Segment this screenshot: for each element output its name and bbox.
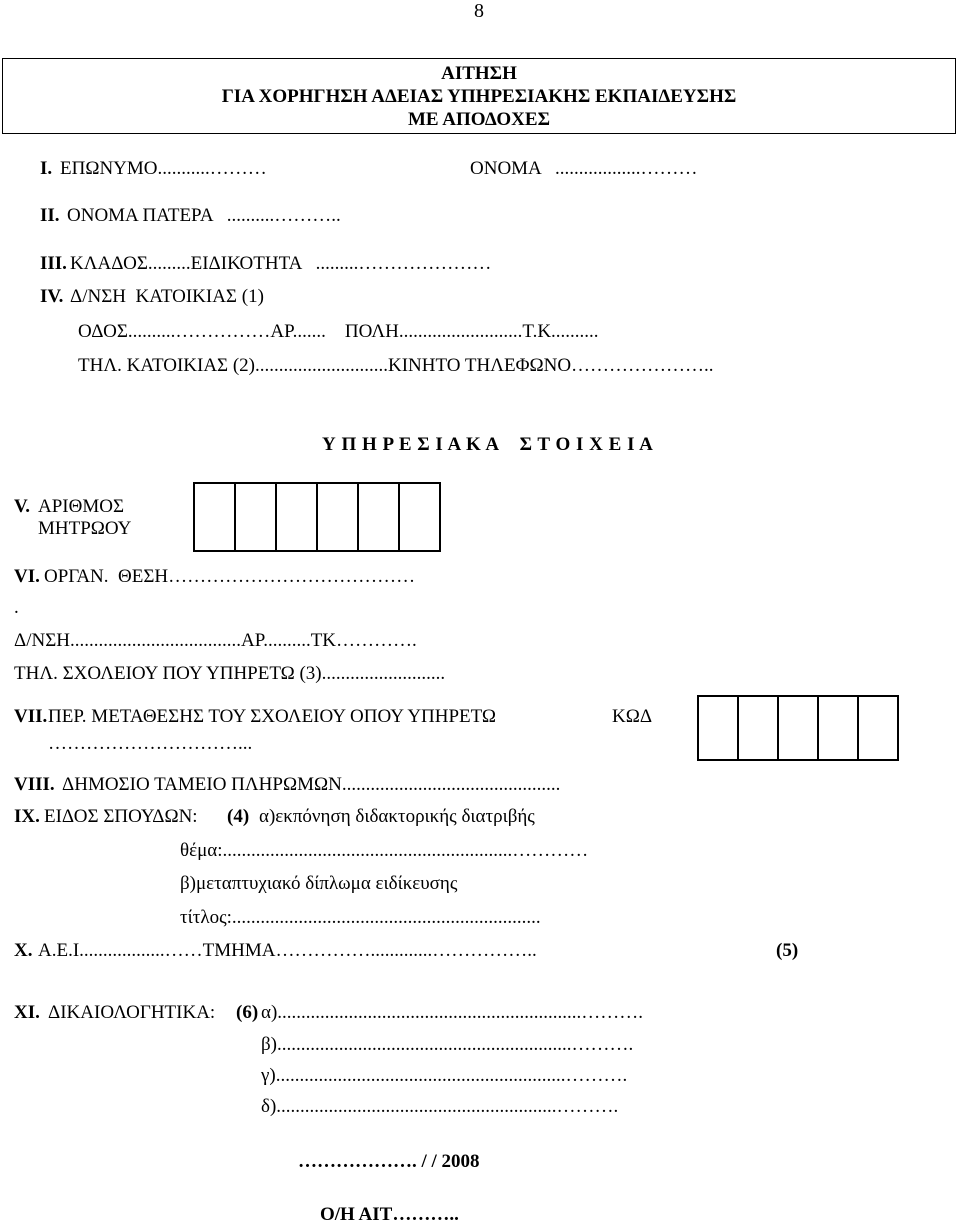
code-digit-box[interactable] xyxy=(737,695,779,761)
documents-number: ΧΙ. xyxy=(14,1002,40,1023)
school-address-field[interactable]: Δ/ΝΣΗ....................................ΑΡ..........ΤΚ…………. xyxy=(14,630,417,651)
university-number: Χ. xyxy=(14,940,33,961)
registry-digit-box[interactable] xyxy=(275,482,318,552)
signature-field[interactable]: Ο/Η ΑΙΤ……….. xyxy=(320,1204,459,1225)
date-field[interactable]: ………………. / / 2008 xyxy=(298,1151,480,1172)
registry-label-line1: ΑΡΙΘΜΟΣ xyxy=(38,496,125,517)
transfer-label: ΠΕΡ. ΜΕΤΑΘΕΣΗΣ ΤΟΥ ΣΧΟΛΕΙΟΥ ΟΠΟΥ ΥΠΗΡΕΤΩ xyxy=(48,706,497,727)
document-c-field[interactable]: γ).............................................................………. xyxy=(261,1065,628,1086)
study-option-a: α)εκπόνηση διδακτορικής διατριβής xyxy=(259,806,535,827)
study-ref: (4) xyxy=(227,806,250,827)
page-number: 8 xyxy=(474,0,484,22)
org-position-field[interactable]: ΟΡΓΑΝ. ΘΕΣΗ………………………………… xyxy=(44,566,416,587)
branch-field[interactable]: ΚΛΑΔΟΣ.........ΕΙΔΙΚΟΤΗΤΑ .........………………… xyxy=(70,253,492,274)
code-digit-box[interactable] xyxy=(697,695,739,761)
surname-field[interactable]: ΕΠΩΝΥΜΟ...........……… xyxy=(60,158,267,179)
thesis-topic-field[interactable]: θέμα:.............................................................………… xyxy=(180,840,589,861)
title-line-3: ΜΕ ΑΠΟΔΟΧΕΣ xyxy=(408,109,550,130)
school-phone-field[interactable]: ΤΗΛ. ΣΧΟΛΕΙΟΥ ΠΟΥ ΥΠΗΡΕΤΩ (3).......................... xyxy=(14,663,446,684)
registry-number-boxes xyxy=(193,482,441,552)
transfer-number: VII. xyxy=(14,706,48,727)
service-heading: Υ Π Η Ρ Ε Σ Ι Α Κ Α Σ Τ Ο Ι Χ Ε Ι Α xyxy=(322,434,654,455)
treasury-number: VIII. xyxy=(14,774,55,795)
registry-digit-box[interactable] xyxy=(193,482,236,552)
address-number: ΙV. xyxy=(40,286,64,307)
street-field[interactable]: ΟΔΟΣ..........……………ΑΡ....... ΠΟΛΗ..........................Τ.Κ.......... xyxy=(78,321,599,342)
transfer-field[interactable]: …………………………... xyxy=(48,733,253,754)
study-number: ΙΧ. xyxy=(14,806,40,827)
study-type-label: ΕΙΔΟΣ ΣΠΟΥΔΩΝ: xyxy=(44,806,198,827)
registry-digit-box[interactable] xyxy=(234,482,277,552)
name-field[interactable]: ΟΝΟΜΑ ..................……… xyxy=(470,158,698,179)
registry-number: V. xyxy=(14,496,31,517)
registry-digit-box[interactable] xyxy=(357,482,400,552)
phone-field[interactable]: ΤΗΛ. ΚΑΤΟΙΚΙΑΣ (2)............................ΚΙΝΗΤΟ ΤΗΛΕΦΩΝΟ………………….. xyxy=(78,355,714,376)
title-box xyxy=(2,58,956,134)
registry-label-line2: ΜΗΤΡΩΟΥ xyxy=(38,518,132,539)
registry-digit-box[interactable] xyxy=(316,482,359,552)
university-ref: (5) xyxy=(776,940,799,961)
study-option-b: β)μεταπτυχιακό δίπλωμα ειδίκευσης xyxy=(180,873,458,894)
documents-ref: (6) xyxy=(236,1002,259,1023)
home-address-label: Δ/ΝΣΗ ΚΑΤΟΙΚΙΑΣ (1) xyxy=(70,286,264,307)
father-name-field[interactable]: ΟΝΟΜΑ ΠΑΤΕΡΑ ..........……….. xyxy=(67,205,341,226)
branch-number: ΙΙΙ. xyxy=(40,253,67,274)
transfer-code-label: ΚΩΔ xyxy=(612,706,653,727)
document-a-field[interactable]: α)................................................................………. xyxy=(261,1002,644,1023)
surname-number: Ι. xyxy=(40,158,53,179)
university-field[interactable]: Α.Ε.Ι..................……ΤΜΗΜΑ…………….............…………….. xyxy=(38,940,537,961)
document-b-field[interactable]: β)..............................................................………. xyxy=(261,1034,634,1055)
code-digit-box[interactable] xyxy=(777,695,819,761)
father-number: ΙΙ. xyxy=(40,205,60,226)
transfer-code-boxes xyxy=(697,695,899,761)
degree-title-field[interactable]: τίτλος:................................................................. xyxy=(180,907,541,928)
title-line-2: ΓΙΑ ΧΟΡΗΓΗΣΗ ΑΔΕΙΑΣ ΥΠΗΡΕΣΙΑΚΗΣ ΕΚΠΑΙΔΕΥΣΗΣ xyxy=(221,86,737,107)
document-d-field[interactable]: δ)...........................................................………. xyxy=(261,1096,619,1117)
org-number: VI. xyxy=(14,566,40,587)
documents-label: ΔΙΚΑΙΟΛΟΓΗΤΙΚΑ: xyxy=(48,1002,216,1023)
title-line-1: ΑΙΤΗΣΗ xyxy=(441,63,517,84)
org-dot: . xyxy=(14,597,19,618)
treasury-field[interactable]: ΔΗΜΟΣΙΟ ΤΑΜΕΙΟ ΠΛΗΡΩΜΩΝ.............................................. xyxy=(62,774,561,795)
registry-digit-box[interactable] xyxy=(398,482,441,552)
code-digit-box[interactable] xyxy=(817,695,859,761)
code-digit-box[interactable] xyxy=(857,695,899,761)
